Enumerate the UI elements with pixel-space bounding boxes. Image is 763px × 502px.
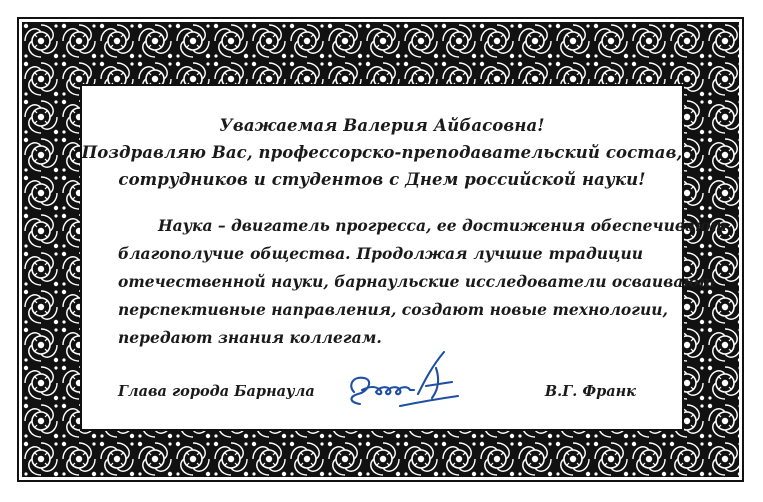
signer-title: Глава города Барнаула [118, 383, 315, 400]
greeting-line-2: сотрудников и студентов с Днем российской науки! [118, 170, 646, 189]
body-line: благополучие общества. Продолжая лучшие традиции [118, 244, 643, 263]
handwritten-signature [340, 346, 470, 418]
body-line: отечественной науки, барнаульские исследователи осваивают [118, 272, 716, 291]
signer-name: В.Г. Франк [544, 383, 636, 400]
salutation: Уважаемая Валерия Айбасовна! [219, 116, 545, 135]
body-line: передают знания коллегам. [118, 328, 382, 347]
body-line: перспективные направления, создают новые технологии, [118, 300, 668, 319]
body-line: Наука – двигатель прогресса, ее достижения обеспечивают [158, 216, 728, 235]
greeting-line-1: Поздравляю Вас, профессорско-преподавательский состав, [81, 143, 683, 162]
